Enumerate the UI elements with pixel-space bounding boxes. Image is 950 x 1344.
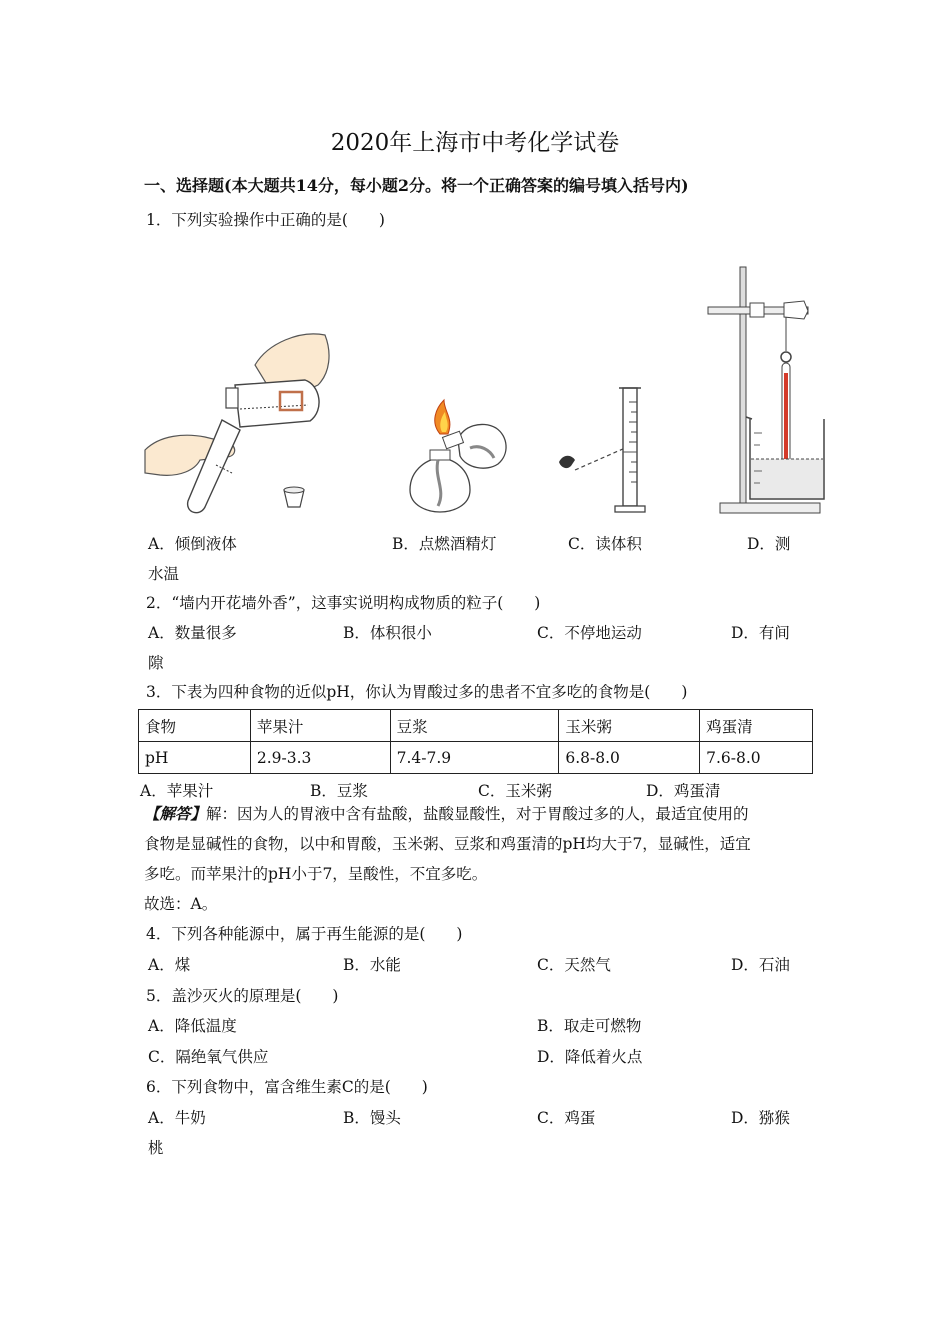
question-6-stem: 6．下列食物中，富含维生素C的是( ) — [146, 1078, 428, 1096]
table-row — [139, 710, 813, 742]
section-heading: 一、选择题(本大题共14分，每小题2分。将一个正确答案的编号填入括号内) — [144, 176, 689, 195]
question-1-stem: 1．下列实验操作中正确的是( ) — [146, 211, 385, 229]
q2-option-d-wrap: 隙 — [148, 654, 164, 672]
figure-thermometer — [700, 263, 828, 519]
figure-read-cylinder — [555, 382, 655, 517]
table-cell: 豆浆 — [390, 710, 559, 742]
q3-option-b: B．豆浆 — [310, 782, 368, 800]
q3-option-c: C．玉米粥 — [478, 782, 552, 800]
answer-text: 解：因为人的胃液中含有盐酸，盐酸显酸性，对于胃酸过多的人，最适宜使用的 — [206, 805, 749, 823]
question-5-stem: 5．盖沙灭火的原理是( ) — [146, 987, 339, 1005]
question-2-stem: 2．“墙内开花墙外香”，这事实说明构成物质的粒子( ) — [146, 594, 541, 612]
table-cell: 2.9-3.3 — [250, 742, 390, 774]
q3-answer-line-1 — [144, 802, 749, 824]
q3-answer-line-2: 食物是显碱性的食物，以中和胃酸，玉米粥、豆浆和鸡蛋清的pH均大于7，显碱性，适宜 — [144, 835, 751, 853]
q3-option-a: A．苹果汁 — [140, 782, 214, 800]
q5-option-a: A．降低温度 — [148, 1017, 237, 1035]
q2-option-c: C．不停地运动 — [537, 624, 642, 642]
q3-option-d: D．鸡蛋清 — [646, 782, 721, 800]
table-cell: 食物 — [139, 710, 251, 742]
q6-option-a: A．牛奶 — [148, 1109, 206, 1127]
table-cell: 苹果汁 — [250, 710, 390, 742]
question-3-stem: 3．下表为四种食物的近似pH，你认为胃酸过多的患者不宜多吃的食物是( ) — [146, 683, 688, 701]
page-title: 2020年上海市中考化学试卷 — [330, 130, 620, 156]
q5-option-b: B．取走可燃物 — [537, 1017, 642, 1035]
q3-answer-line-3: 多吃。而苹果汁的pH小于7，呈酸性，不宜多吃。 — [144, 865, 488, 883]
q4-option-d: D．石油 — [731, 956, 790, 974]
table-cell: 鸡蛋清 — [700, 710, 813, 742]
q6-option-c: C．鸡蛋 — [537, 1109, 596, 1127]
q5-option-d: D．降低着火点 — [537, 1048, 643, 1066]
q3-choice: 故选：A。 — [144, 895, 218, 913]
answer-tag: 【解答】 — [144, 804, 207, 823]
q5-option-c: C．隔绝氧气供应 — [148, 1048, 269, 1066]
table-cell: 玉米粥 — [559, 710, 700, 742]
q6-option-d: D．猕猴 — [731, 1109, 790, 1127]
figure-alcohol-lamp — [400, 398, 512, 518]
q1-option-c: C．读体积 — [568, 535, 642, 553]
q4-option-a: A．煤 — [148, 956, 191, 974]
table-row — [139, 742, 813, 774]
table-cell: pH — [139, 742, 251, 774]
figure-pour-liquid — [140, 325, 340, 520]
q2-option-d: D．有间 — [731, 624, 790, 642]
ph-table — [138, 709, 813, 774]
q1-option-a: A．倾倒液体 — [148, 535, 237, 553]
q4-option-c: C．天然气 — [537, 956, 611, 974]
q6-option-b: B．馒头 — [343, 1109, 401, 1127]
table-cell: 6.8-8.0 — [559, 742, 700, 774]
table-cell: 7.4-7.9 — [390, 742, 559, 774]
question-4-stem: 4．下列各种能源中，属于再生能源的是( ) — [146, 925, 463, 943]
q2-option-a: A．数量很多 — [148, 624, 237, 642]
q1-option-b: B．点燃酒精灯 — [392, 535, 497, 553]
table-cell: 7.6-8.0 — [700, 742, 813, 774]
q1-option-d: D．测 — [747, 535, 791, 553]
q4-option-b: B．水能 — [343, 956, 401, 974]
q1-option-d-wrap: 水温 — [148, 565, 180, 583]
q6-option-d-wrap: 桃 — [148, 1139, 164, 1157]
q2-option-b: B．体积很小 — [343, 624, 432, 642]
